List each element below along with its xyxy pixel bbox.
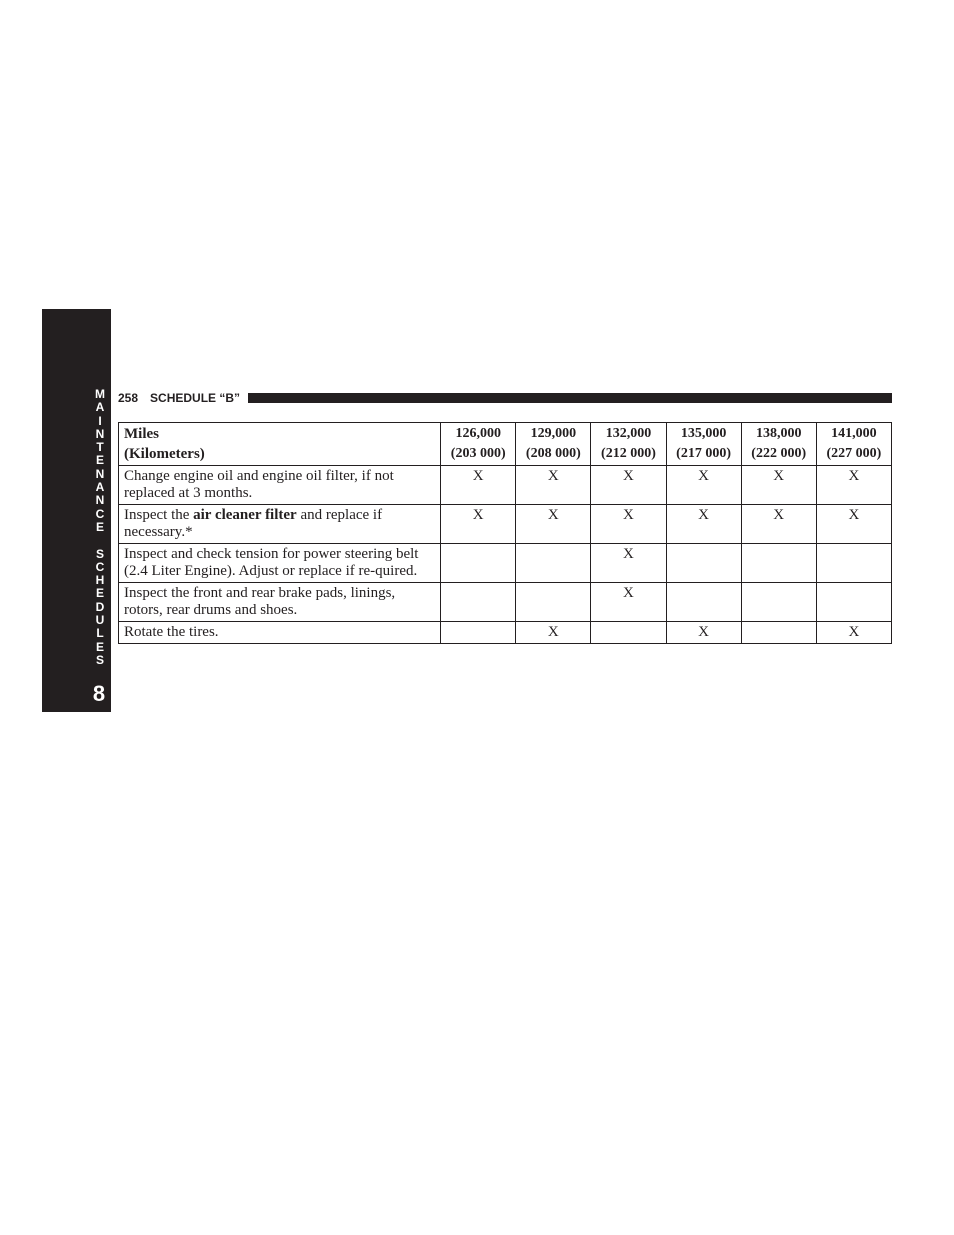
service-mark: X: [516, 466, 591, 505]
side-letter: N: [95, 493, 105, 508]
chapter-number: 8: [92, 681, 106, 706]
side-tab-label: [90, 388, 110, 667]
service-mark: X: [441, 505, 516, 544]
service-mark: [441, 583, 516, 622]
service-mark: X: [591, 583, 666, 622]
interval-header-cell: [816, 423, 891, 466]
service-mark: X: [666, 622, 741, 644]
interval-header-cell: [441, 423, 516, 466]
service-mark: [816, 544, 891, 583]
interval-km: (227 000): [826, 446, 882, 461]
service-mark: X: [816, 466, 891, 505]
page-number: 258: [118, 391, 139, 405]
service-mark: [666, 544, 741, 583]
side-letter: A: [95, 400, 105, 415]
side-letter: S: [95, 546, 104, 561]
side-letter: N: [95, 466, 105, 481]
service-mark: X: [591, 466, 666, 505]
interval-km: (222 000): [751, 446, 807, 461]
table-row: [119, 505, 892, 544]
side-letter: C: [95, 559, 105, 574]
service-mark: X: [816, 622, 891, 644]
service-description: Inspect the air cleaner filter and replace if necessary.*: [119, 505, 441, 544]
side-letter: T: [96, 440, 104, 455]
interval-km: (212 000): [601, 446, 656, 461]
interval-header-cell: [666, 423, 741, 466]
service-mark: [516, 544, 591, 583]
page-header: [118, 389, 892, 407]
side-letter: M: [95, 387, 105, 401]
service-mark: [591, 622, 666, 644]
interval-miles: 138,000: [755, 426, 802, 441]
interval-miles: 126,000: [455, 426, 501, 441]
service-mark: X: [591, 505, 666, 544]
side-letter: A: [95, 480, 105, 495]
service-description: Inspect and check tension for power steering belt (2.4 Liter Engine). Adjust or replace if re-quired.: [119, 544, 441, 583]
service-mark: X: [516, 622, 591, 644]
service-mark: [666, 583, 741, 622]
side-letter: L: [96, 626, 104, 641]
interval-miles: 141,000: [831, 426, 877, 441]
service-mark: [741, 583, 816, 622]
interval-miles: 132,000: [605, 426, 652, 441]
table-row: [119, 583, 892, 622]
interval-km: (217 000): [676, 446, 731, 461]
side-letter: N: [95, 426, 105, 441]
section-title: SCHEDULE “B”: [150, 391, 241, 405]
service-mark: X: [591, 544, 666, 583]
service-mark: [441, 544, 516, 583]
service-mark: X: [666, 505, 741, 544]
interval-header-cell: [741, 423, 816, 466]
side-letter: H: [95, 573, 105, 588]
miles-header-cell: [119, 423, 441, 466]
kilometers-label: (Kilometers): [124, 446, 205, 462]
emphasized-text: air cleaner filter: [193, 507, 297, 523]
service-description: Inspect the front and rear brake pads, linings, rotors, rear drums and shoes.: [119, 583, 441, 622]
service-description: Rotate the tires.: [119, 622, 441, 644]
interval-header-cell: [516, 423, 591, 466]
service-mark: [441, 622, 516, 644]
service-mark: X: [441, 466, 516, 505]
service-mark: X: [516, 505, 591, 544]
interval-km: (208 000): [525, 446, 581, 461]
interval-miles: 135,000: [680, 426, 727, 441]
side-letter: D: [95, 599, 105, 614]
service-mark: [516, 583, 591, 622]
header-rule: [248, 393, 892, 403]
side-letter: E: [95, 639, 104, 654]
side-letter: I: [98, 413, 102, 428]
service-description: Change engine oil and engine oil filter, if not replaced at 3 months.: [119, 466, 441, 505]
table-row: [119, 622, 892, 644]
interval-miles: 129,000: [530, 426, 577, 441]
table-row: [119, 544, 892, 583]
side-letter: C: [95, 506, 105, 521]
miles-label: Miles: [124, 426, 159, 442]
side-letter: S: [95, 652, 104, 667]
table-header-row: [119, 423, 892, 466]
interval-header-cell: [591, 423, 666, 466]
service-mark: X: [816, 505, 891, 544]
service-mark: X: [666, 466, 741, 505]
service-mark: [741, 544, 816, 583]
maintenance-schedule-table: [118, 422, 892, 644]
table-row: [119, 466, 892, 505]
service-mark: X: [741, 466, 816, 505]
service-mark: [741, 622, 816, 644]
service-mark: [816, 583, 891, 622]
side-letter: E: [95, 586, 104, 601]
interval-km: (203 000): [450, 446, 506, 461]
side-letter: U: [95, 613, 105, 628]
side-letter: E: [95, 453, 104, 468]
side-letter: E: [95, 519, 104, 534]
service-mark: X: [741, 505, 816, 544]
